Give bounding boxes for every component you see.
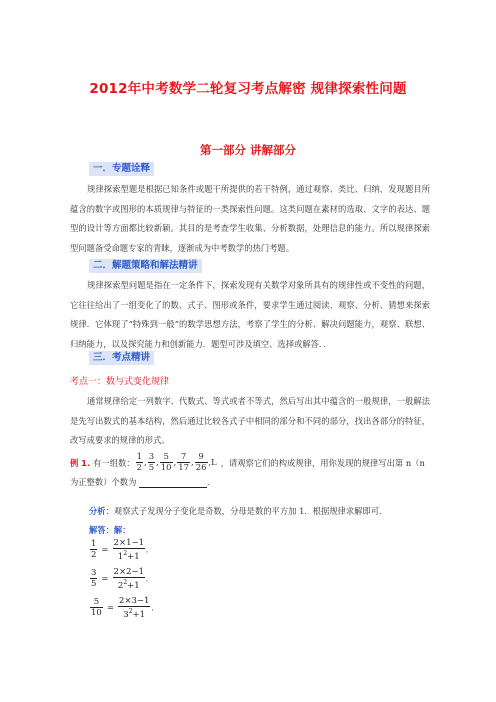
exponent: 2 bbox=[128, 607, 133, 615]
sequence-fraction bbox=[160, 452, 173, 473]
exponent: 2 bbox=[123, 578, 128, 586]
denominator: 10 bbox=[91, 608, 102, 619]
numerator: 9 bbox=[198, 452, 204, 462]
key-point-1: 考点一：数与式变化规律 bbox=[70, 377, 170, 387]
solution-equations bbox=[89, 538, 157, 624]
rhs-fraction bbox=[118, 596, 150, 620]
document-title: 2012年中考数学二轮复习考点解密 规律探索性问题 bbox=[89, 81, 407, 97]
equation-row bbox=[89, 538, 157, 562]
denominator: 2 bbox=[91, 550, 97, 561]
rhs-fraction bbox=[113, 567, 145, 591]
part-title: 第一部分 讲解部分 bbox=[199, 143, 296, 157]
section-heading-3: 三．考点精讲 bbox=[89, 351, 154, 365]
numerator: 1 bbox=[136, 452, 143, 462]
example-lead: 有一组数： bbox=[93, 457, 135, 468]
denominator: 2 bbox=[136, 463, 143, 473]
sequence-fraction bbox=[148, 452, 155, 473]
analysis-label: 分析： bbox=[89, 506, 114, 516]
numerator: 7 bbox=[180, 452, 187, 462]
sequence-fraction bbox=[177, 452, 190, 473]
solution-label: 解答：解： bbox=[89, 525, 131, 535]
paragraph-strategy: 规律探索型问题是指在一定条件下，探索发现有关数学对象所具有的规律性或不变性的问题，它往往给出了一组变化了的数、式子、图形或条件，要求学生通过阅读、观察、分析、猜想来探索规律．它体现了“特殊到一般”的数学思想方法，考察了学生的分析、解决问题能力，观察、联想、归纳能力，以及探究能力和创新能力．题型可涉及填空、选择或解答．． bbox=[70, 280, 430, 349]
denominator: 10 bbox=[160, 463, 172, 473]
numerator: 1 bbox=[91, 539, 97, 550]
equation-end: ， bbox=[146, 547, 153, 555]
paragraph-intro: 规律探索型题是根据已知条件或题干所提供的若干特例，通过观察、类比、归纳，发现题目所蕴含的数字或图形的本质规律与特征的一类探索性问题。这类问题在素材的选取、文字的表达、题型的设计等方面都比较新颖。其目的是考查学生收集、分析数据，处理信息的能力。所以规律探索型问题备受命题专家的青睐，逐渐成为中考数学的热门考题。 bbox=[70, 184, 430, 253]
numerator: 5 bbox=[163, 452, 169, 462]
analysis bbox=[89, 505, 387, 517]
example-question: ，请观察它们的构成规律，用你发现的规律写出第 n（n bbox=[220, 457, 425, 468]
equals-sign: = bbox=[101, 573, 109, 584]
sequence-fraction bbox=[136, 452, 143, 473]
numerator: 3 bbox=[91, 568, 97, 579]
sequence-separator: , bbox=[208, 457, 212, 467]
sequence-separator: , bbox=[191, 457, 194, 467]
denominator: 17 bbox=[178, 463, 190, 473]
sequence-fraction bbox=[195, 452, 208, 473]
denominator: 5 bbox=[91, 579, 97, 590]
numerator: 3 bbox=[148, 452, 155, 462]
example-end: ． bbox=[207, 477, 216, 487]
denominator: 5 bbox=[148, 463, 155, 473]
example-question-cont: 为正整数）个数为 bbox=[70, 477, 137, 487]
denominator: $2^2+1$ bbox=[113, 577, 145, 591]
lhs-fraction bbox=[90, 597, 103, 618]
numerator: 2×3−1 bbox=[118, 595, 150, 606]
equals-sign: = bbox=[106, 602, 114, 613]
example-label: 例 1. bbox=[70, 457, 91, 468]
sequence-ellipsis: L bbox=[211, 457, 217, 467]
answer-blank bbox=[139, 478, 207, 488]
numerator: 5 bbox=[93, 597, 100, 608]
sequence-separator: , bbox=[144, 457, 147, 467]
exponent: 2 bbox=[123, 550, 128, 557]
analysis-text: 观察式子发现分子变化是奇数，分母是数的平方加 1．根据规律求解即可． bbox=[113, 506, 388, 516]
section-heading-1: 一．专题诠释 bbox=[89, 162, 154, 176]
sequence-separator: , bbox=[173, 457, 177, 467]
paragraph-keypoint: 通常规律给定一列数字、代数式、等式或者不等式，然后写出其中蕴含的一般规律，一般解法是先写出数式的基本结构，然后通过比较各式子中相同的部分和不同的部分，找出各部分的特征，改写成要求的规律的形式。 bbox=[70, 396, 430, 445]
section-heading-2: 二．解题策略和解法精讲 bbox=[89, 259, 202, 273]
equals-sign: = bbox=[101, 544, 109, 555]
lhs-fraction bbox=[90, 568, 97, 589]
numerator: 2×1−1 bbox=[113, 538, 145, 548]
rhs-fraction bbox=[113, 538, 145, 562]
numerator: 2×2−1 bbox=[113, 566, 145, 577]
example-1 bbox=[70, 452, 430, 488]
equation-row bbox=[89, 596, 157, 620]
denominator: $3^2+1$ bbox=[118, 606, 150, 620]
denominator: $1^2+1$ bbox=[113, 548, 145, 562]
sequence-separator: , bbox=[156, 457, 159, 467]
equation-row bbox=[89, 567, 157, 591]
lhs-fraction bbox=[90, 539, 97, 560]
equation-end: ， bbox=[151, 605, 158, 613]
denominator: 26 bbox=[195, 463, 207, 473]
equation-end: ， bbox=[146, 576, 153, 584]
sequence bbox=[135, 452, 217, 473]
